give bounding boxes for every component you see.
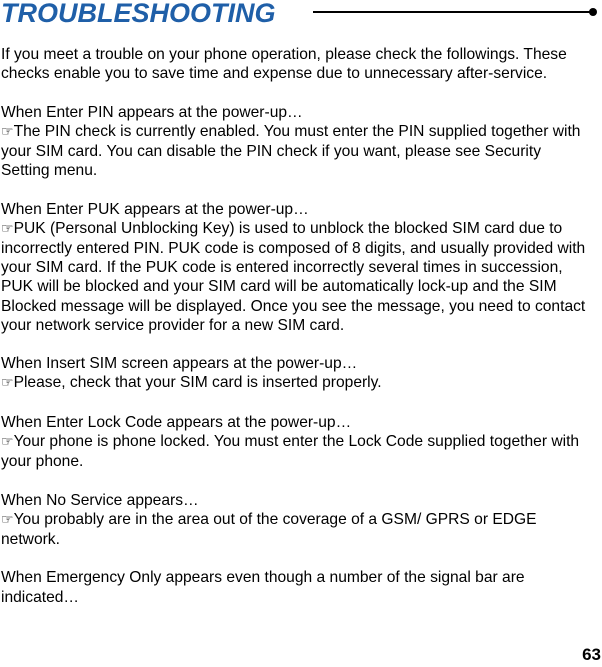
answer-text: You probably are in the area out of the coverage of a GSM/ GPRS or EDGE network. <box>1 510 537 548</box>
title-rule-dot <box>589 8 597 16</box>
pointing-hand-icon: ☞ <box>1 511 14 528</box>
answer-enter-puk <box>1 219 591 335</box>
answer-no-service <box>1 510 591 549</box>
answer-text: The PIN check is currently enabled. You must enter the PIN supplied together with your SIM card. You can disable the PIN check if you want, please see Security Setting menu. <box>1 122 581 180</box>
pointing-hand-icon: ☞ <box>1 123 14 140</box>
answer-insert-sim <box>1 373 591 393</box>
condition-emergency-only: When Emergency Only appears even though a number of the signal bar are indicated… <box>1 569 525 606</box>
condition-enter-pin: When Enter PIN appears at the power-up… <box>1 103 303 121</box>
title-rule-line <box>313 11 591 13</box>
page-number: 63 <box>582 645 601 664</box>
page-title: TROUBLESHOOTING <box>1 0 276 28</box>
troubleshooting-body <box>1 45 591 607</box>
answer-enter-pin <box>1 122 591 181</box>
pointing-hand-icon: ☞ <box>1 220 14 237</box>
condition-insert-sim: When Insert SIM screen appears at the power-up… <box>1 355 358 373</box>
answer-text: Please, check that your SIM card is inserted properly. <box>13 374 382 392</box>
pointing-hand-icon: ☞ <box>1 375 14 392</box>
condition-enter-lock-code: When Enter Lock Code appears at the power-up… <box>1 413 352 431</box>
condition-enter-puk: When Enter PUK appears at the power-up… <box>1 200 309 218</box>
answer-text: Your phone is phone locked. You must enter the Lock Code supplied together with your phone. <box>1 433 580 471</box>
page-header <box>1 0 599 30</box>
answer-enter-lock-code <box>1 432 591 471</box>
answer-text: PUK (Personal Unblocking Key) is used to unblock the blocked SIM card due to incorrectly entered PIN. PUK code is composed of 8 digits, and usually provided with your SIM card. If the PUK code is entered incorrectly several times in succession, PUK will be blocked and your SIM card will be automatically lock-up and the SIM Blocked message will be displayed. Once you see the message, you need to contact your network service provider for a new SIM card. <box>1 219 586 334</box>
intro-paragraph: If you meet a trouble on your phone operation, please check the followings. These checks enable you to save time and expense due to unnecessary after-service. <box>1 46 567 83</box>
condition-no-service: When No Service appears… <box>1 491 199 509</box>
pointing-hand-icon: ☞ <box>1 434 14 450</box>
